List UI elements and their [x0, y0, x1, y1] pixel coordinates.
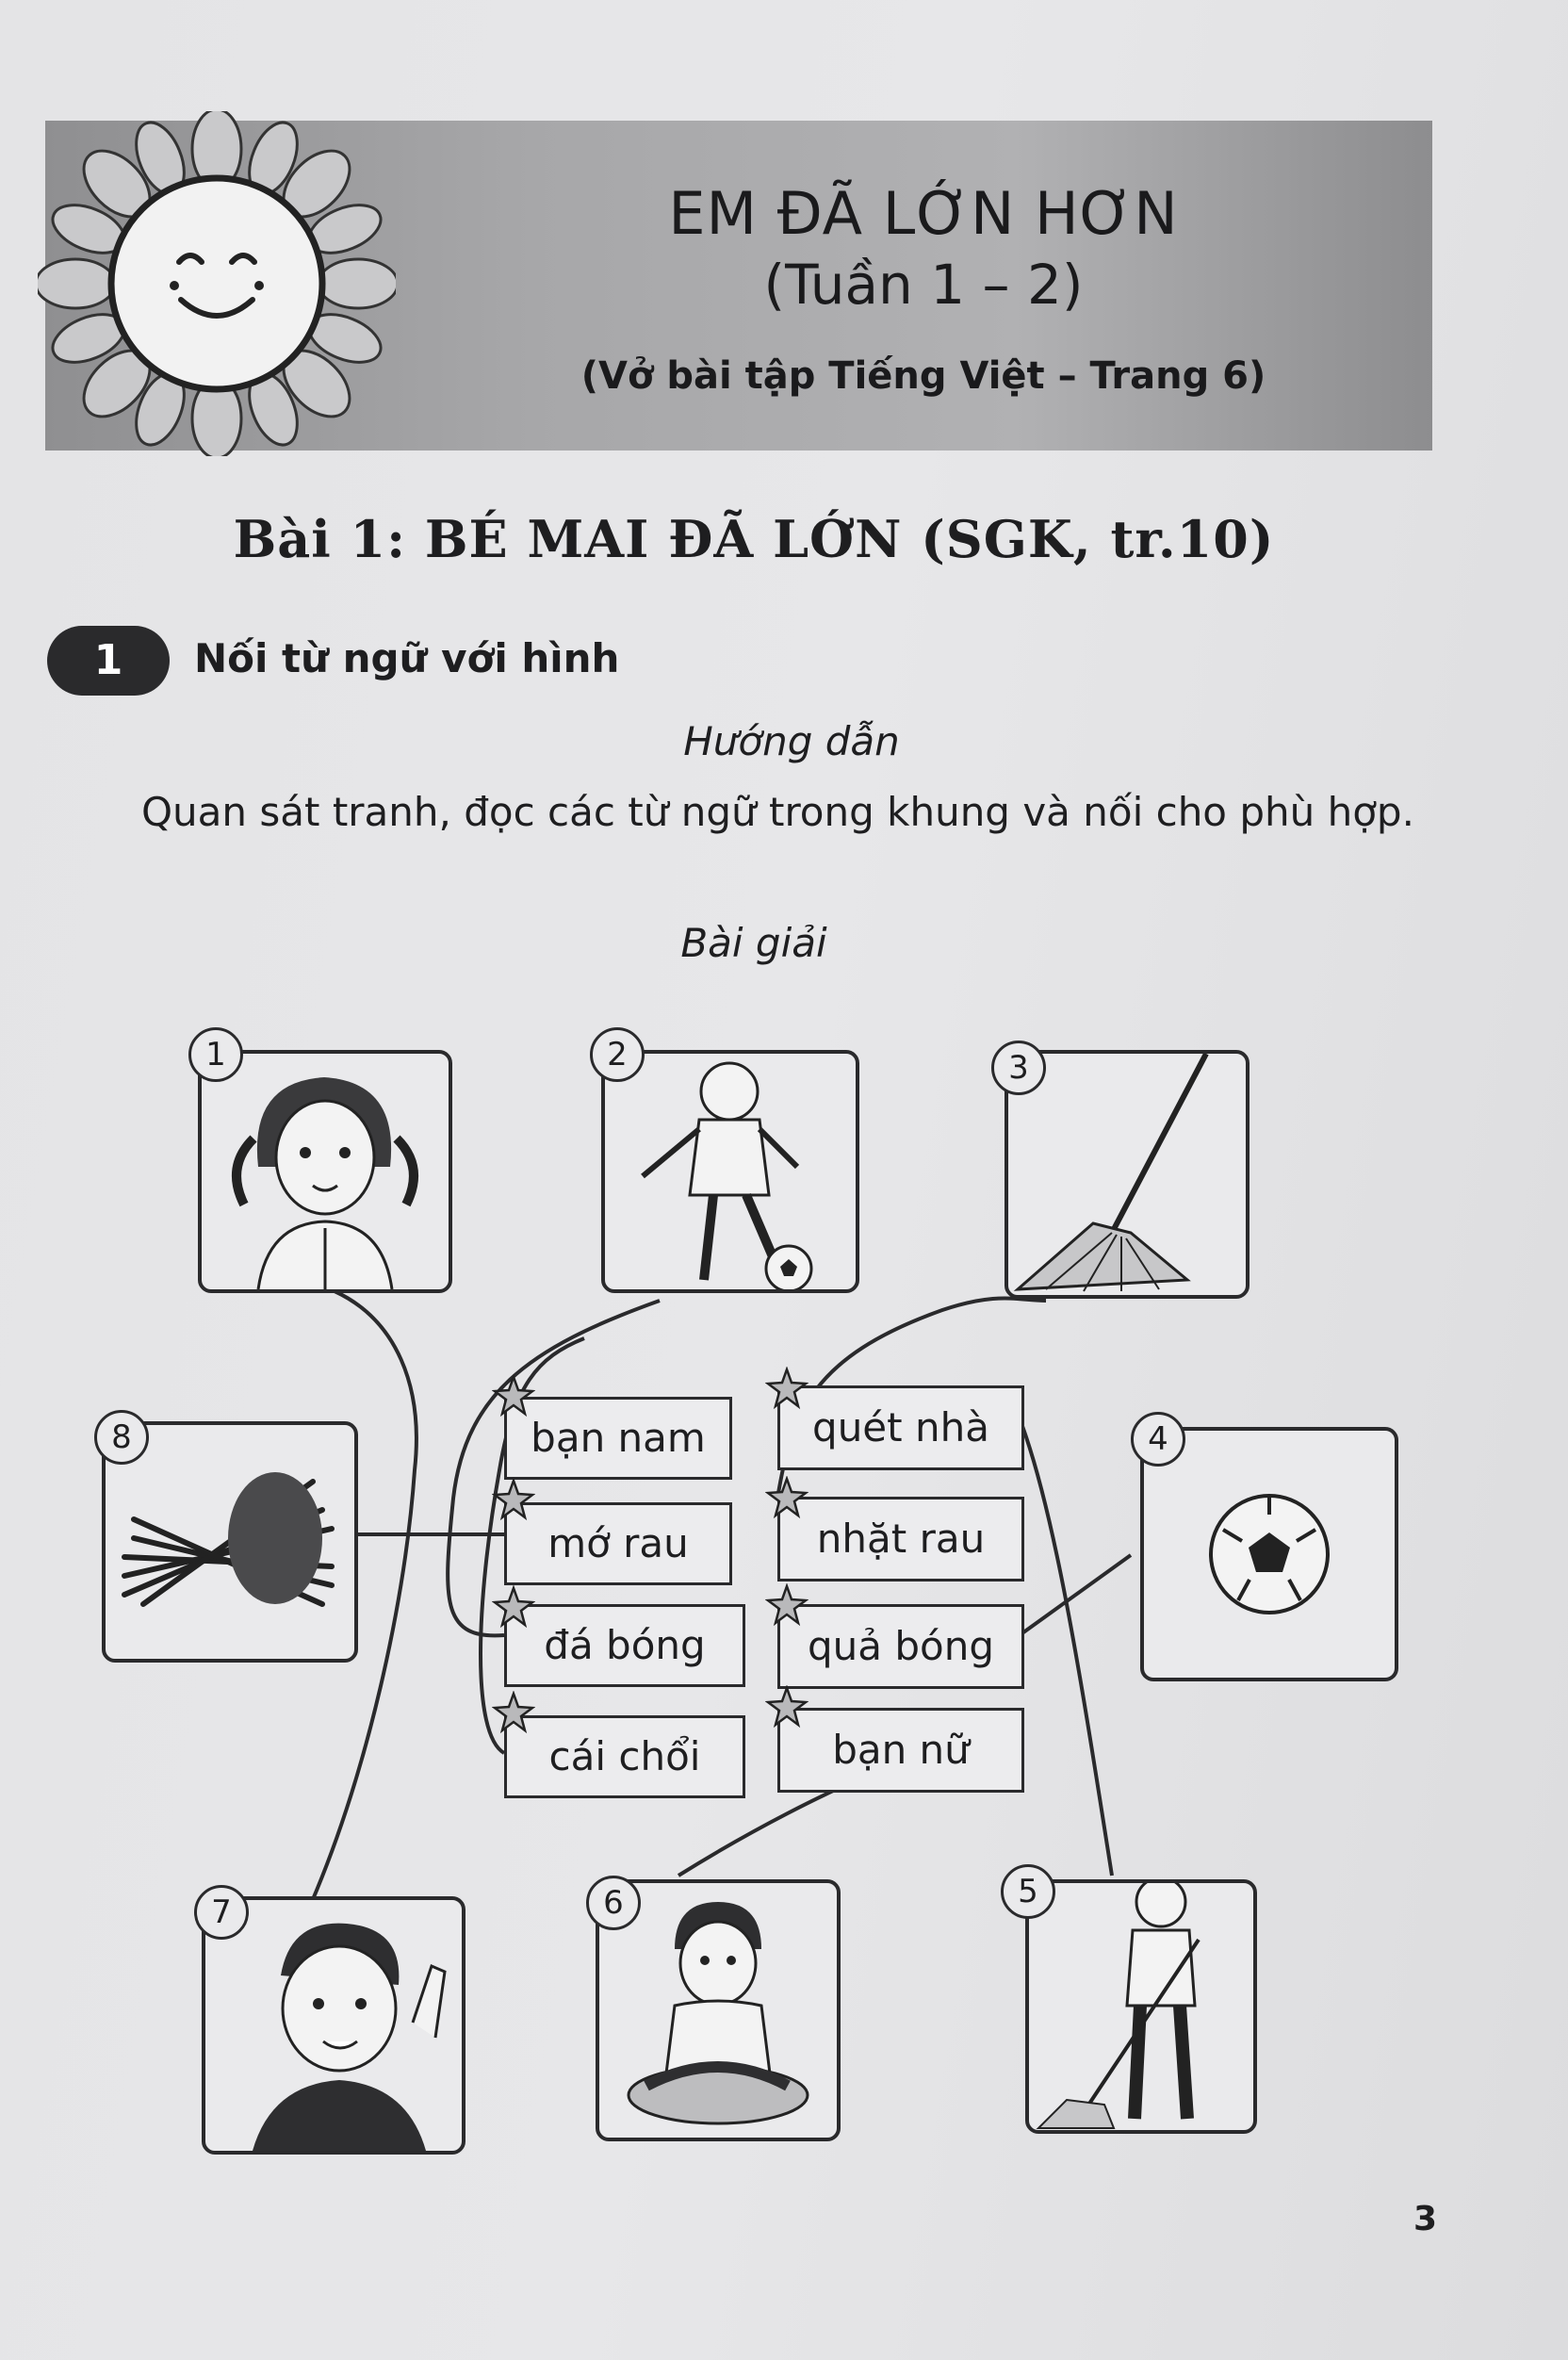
- word-card-text: mớ rau: [547, 1520, 689, 1566]
- broom-icon: [1008, 1054, 1246, 1295]
- picture-frame-1: [198, 1050, 452, 1293]
- unit-weeks: (Tuần 1 – 2): [763, 253, 1084, 317]
- workbook-reference: (Vở bài tập Tiếng Việt – Trang 6): [580, 354, 1266, 398]
- girl-portrait-icon: [202, 1054, 449, 1289]
- solution-heading: Bài giải: [680, 920, 827, 966]
- lesson-title: Bài 1: BÉ MAI ĐÃ LỚN (SGK, tr.10): [233, 509, 1275, 569]
- picture-frame-2: [601, 1050, 859, 1293]
- page-number: 3: [1413, 2200, 1438, 2238]
- word-card-text: quả bóng: [807, 1623, 994, 1669]
- star-icon: [492, 1478, 535, 1521]
- girl-picking-vegetables-icon: [599, 1883, 837, 2138]
- picture-number-2: 2: [590, 1027, 645, 1082]
- picture-number-1: 1: [188, 1027, 243, 1082]
- star-icon: [765, 1476, 808, 1519]
- picture-number-8: 8: [94, 1410, 149, 1465]
- picture-number-7: 7: [194, 1885, 249, 1940]
- picture-number-4: 4: [1131, 1412, 1185, 1467]
- word-card[interactable]: [777, 1708, 1024, 1793]
- star-icon: [492, 1691, 535, 1734]
- picture-frame-5: [1025, 1879, 1257, 2134]
- picture-frame-8: [102, 1421, 358, 1663]
- word-card-text: đá bóng: [544, 1622, 706, 1668]
- exercise-task: Nối từ ngữ với hình: [194, 635, 620, 681]
- line-quét-nhà-to-5: [1018, 1414, 1112, 1876]
- picture-number-3: 3: [991, 1041, 1046, 1095]
- word-card-text: bạn nam: [531, 1415, 706, 1461]
- exercise-number-badge: 1: [47, 626, 170, 696]
- word-card-text: quét nhà: [812, 1404, 989, 1450]
- boy-kicking-ball-icon: [605, 1054, 856, 1289]
- unit-title: EM ĐÃ LỚN HƠN: [668, 179, 1179, 248]
- star-icon: [765, 1685, 808, 1729]
- soccer-ball-icon: [1144, 1431, 1395, 1678]
- star-icon: [492, 1585, 535, 1629]
- vegetable-bundle-icon: [106, 1425, 354, 1659]
- picture-frame-4: [1140, 1427, 1398, 1681]
- guide-text: Quan sát tranh, đọc các từ ngữ trong khung và nối cho phù hợp.: [141, 789, 1414, 835]
- picture-number-5: 5: [1001, 1864, 1055, 1919]
- word-card[interactable]: [504, 1715, 745, 1798]
- star-icon: [765, 1583, 808, 1627]
- picture-number-6: 6: [586, 1876, 641, 1930]
- word-card[interactable]: [504, 1397, 732, 1480]
- word-card[interactable]: [777, 1604, 1024, 1689]
- word-card[interactable]: [777, 1385, 1024, 1470]
- boy-sweeping-icon: [1029, 1883, 1253, 2130]
- word-card-text: nhặt rau: [816, 1516, 986, 1562]
- picture-frame-3: [1004, 1050, 1250, 1299]
- picture-frame-7: [202, 1896, 466, 2155]
- boy-waving-icon: [205, 1900, 462, 2151]
- guide-heading: Hướng dẫn: [683, 718, 900, 764]
- word-card[interactable]: [504, 1604, 745, 1687]
- star-icon: [765, 1367, 808, 1410]
- word-card[interactable]: [504, 1502, 732, 1585]
- word-card-text: cái chổi: [548, 1733, 701, 1779]
- word-card-text: bạn nữ: [832, 1727, 970, 1773]
- star-icon: [492, 1374, 535, 1418]
- word-card[interactable]: [777, 1497, 1024, 1582]
